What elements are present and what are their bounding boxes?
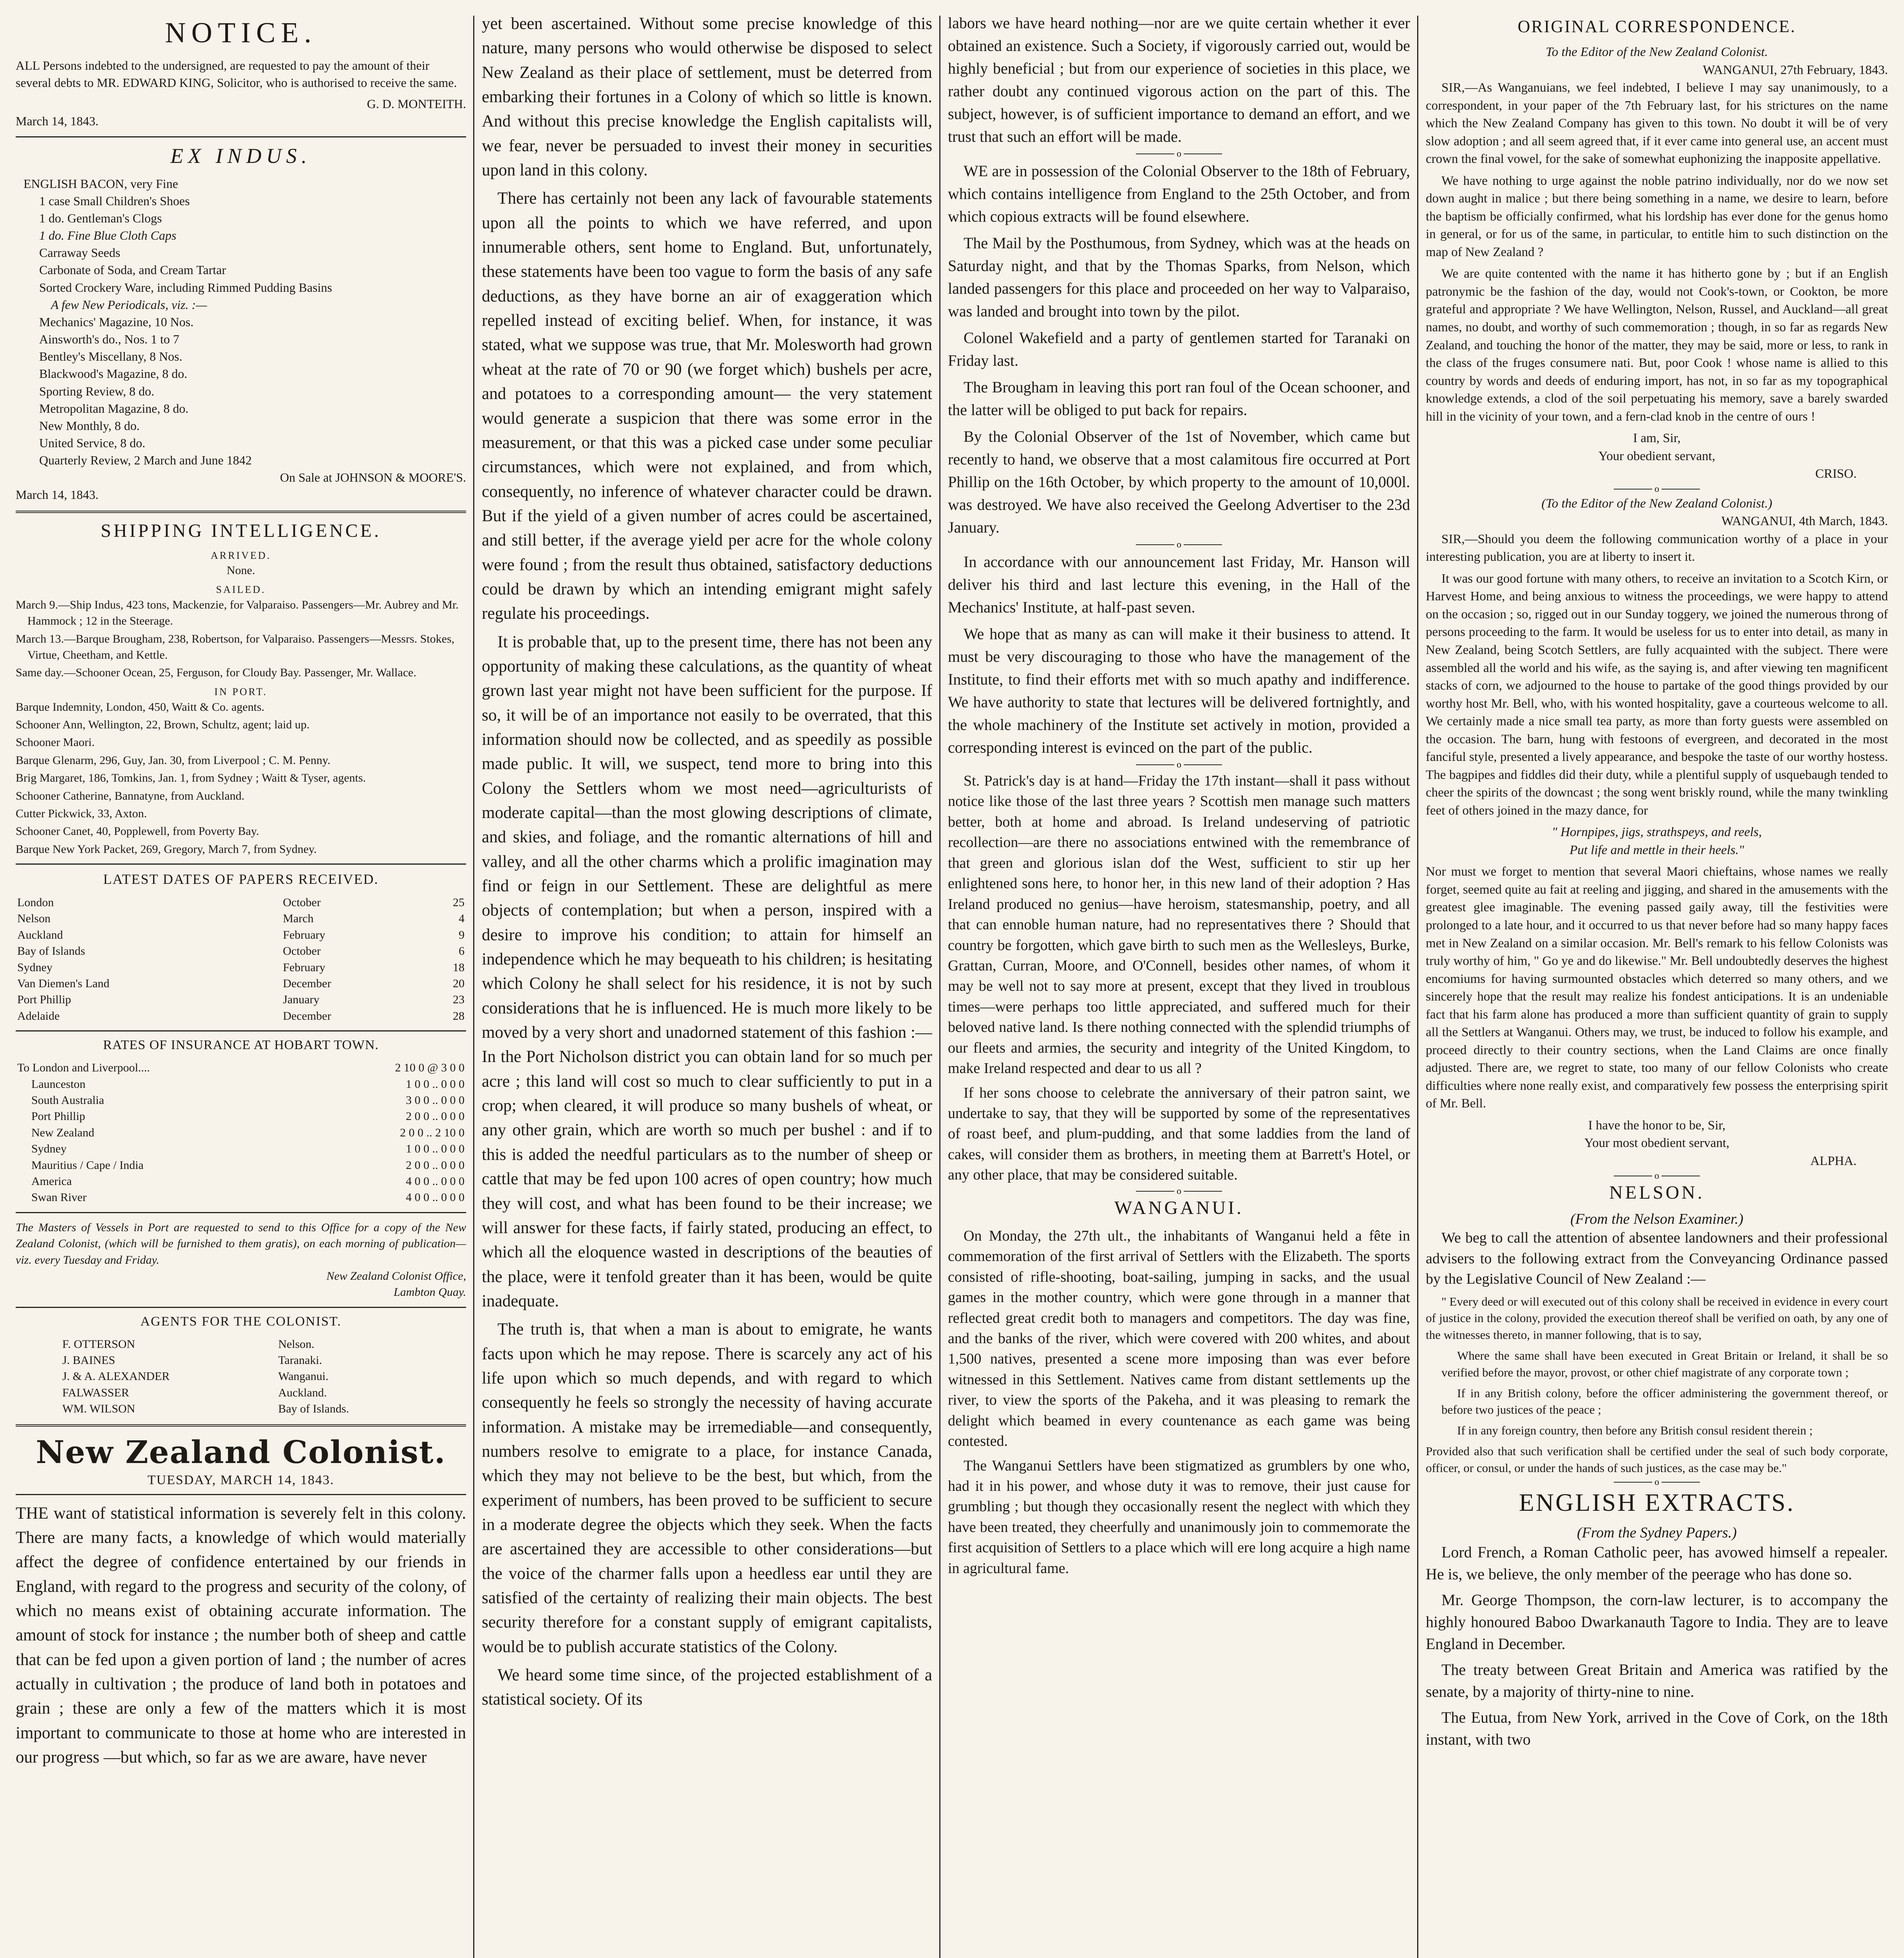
letter-2-close-2: Your most obedient servant, <box>1584 1136 1730 1151</box>
table-row: Auckland February 9 <box>17 928 465 941</box>
list-item: ENGLISH BACON, very Fine <box>24 176 178 191</box>
agents-table <box>61 1336 421 1417</box>
list-item: March 13.—Barque Brougham, 238, Robertson, for Valparaiso. Passengers—Messrs. Stokes, Virtue, Cheetham, and Kettle. <box>16 632 455 661</box>
notice-title: NOTICE. <box>165 17 317 49</box>
list-item: A few New Periodicals, viz. :— <box>51 297 207 312</box>
letter-2-verse-2: Put life and mettle in their heels." <box>1569 843 1744 857</box>
column-1 <box>16 12 466 1958</box>
notice-body: ALL Persons indebted to the undersigned, are requested to pay the amount of their several debts to MR. EDWARD KING, Solicitor, who is authorised to receive the same. <box>16 58 457 90</box>
column-4: ORIGINAL CORRESPONDENCE. To the Editor of the New Zealand Colonist. WANGANUI, 27th February, 1843. SIR,—As Wanganuians, we feel indebted, I believe I may say unanimously, to a correspondent, in your paper of the 7th February last, for his strictures on the name which the New Zealand Company has given to this town. No doubt it will be of very slow adoption ; and all seem agreed that, if it ever came into general use, an accent must crown the final vowel, for the sake of somewhat euphonizing the inapposite appellative. We have nothing to urge against the noble patrino individually, nor do we now set down aught in malice ; but there being something in a name, we desire to learn, before the baptism be officially confirmed, what his lordship has ever done for the genus homo in general, or for us of the same, in particular, to entitle him to such distinction on the map of New Zealand ? We are quite contented with the name it has hitherto gone by ; but if an English patronymic be the fashion of the day, would not Cook's-town, or Cookton, be more grateful and appropriate ? We have Wellington, Nelson, Russel, and Auckland—all great names, no doubt, and worthy of such commemoration ; though, in so far as regards New Zealand, and touching the honor of the matter, they may be said, more or less, to rank in the class of the fruges consumere nati. But, poor Cook ! whose name is allied to this country by words and deeds of enduring import, has not, in so far as my topographical knowledge extends, a clod of the soil perpetuating his memory, save a barely swarded hill in the vicinity of your town, and a fern-clad knob in the centre of ours ! I am, Sir, Your obedient servant, CRISO. o (To the Editor of the New Zealand Colonist.) WANGANUI, 4th March, 1843. SIR,—Should you deem the following communication worthy of a place in your interesting publication, you are at liberty to insert it. It was our good fortune with many others, to receive an invitation to a Scotch Kirn, or Harvest Home, and being anxious to witness the proceedings, we were happy to attend on the occasion ; so, rigged out in our Sunday toggery, we joined the numerous throng of persons proceeding to the farm. It would be useless for us to enter into detail, as many in New Zealand, being Scotch Settlers, are fully acquainted with the subject. There were assembled all the world and his wife, as the saying is, and after viewing ten magnificent stacks of corn, we adjourned to the house to partake of the good things provided by our worthy host Mr. Bell, who, with his wonted hospitality, gave a courteous welcome to all. We certainly made a nice small tea party, as more than forty guests were assembled on the occasion. The barn, hung with festoons of evergreen, and decorated in the most fanciful style, presented a lively appearance, and bespoke the taste of our worthy hostess. The bagpipes and fiddles did their duty, while a plentiful supply of usquebaugh tended to cheer the spirits of the downcast ; the song went briskly round, while the many twinkling feet of others joined in the mazy dance, for " Hornpipes, jigs, strathspeys, and reels, Put life and mettle in their heels." Nor must we forget to mention that several Maori chieftains, whose names we really forget, seemed quite au fait at reeling and jigging, and shared in the amusements with the greatest glee imaginable. The evening passed gaily away, till the festivities were prolonged to a late hour, and it occurred to us that never before had so many happy faces met in New Zealand on a similar occasion. Mr. Bell's remark to his fellow Colonists was truly worthy of him, " Go ye and do likewise." Mr. Bell undoubtedly deserves the highest encomiums for having surmounted obstacles which deterred so many others, and we sincerely hope that the result may realize his fondest anticipations. It is an undeniable fact that his farm alone has produced a more than sufficient quantity of grain to supply all the Settlers at Wanganui. Others may, we trust, be induced to follow his example, and proceed directly to their country sections, when the Land Claims are once finally adjusted. There are, we regret to state, too many of our fellow Colonists who create difficulties where none really exist, and comparatively few possess the enterprising spirit of Mr. Bell. I have the honor to be, Sir, Your most obedient servant, ALPHA. o NELSON. (From the Nelson Examiner.) We beg to call the attention of absentee landowners and their professional advisers to the following extract from the Conveyancing Ordinance passed by the Legislative Council of New Zealand :— " Every deed or will executed out of this colony shall be received in evidence in every court of justice in the colony, provided the execution thereof shall be verified on oath, by any one of the witnesses thereto, in manner following, that is to say, Where the same shall have been executed in Great Britain or Ireland, it shall be so verified before the mayor, provost, or other chief magistrate of any corporate town ; If in any British colony, before the officer administering the government thereof, or before two justices of the peace ; If in any foreign country, then before any British consul resident therein ; Provided also that such verification shall be certified under the seal of such body corporate, officer, or consul, or under the hands of such justices, as the case may be." o ENGLISH EXTRACTS. (From the Sydney Papers.) Lord French, a Roman Catholic peer, has avowed himself a repealer. He is, we believe, the only member of the peerage who has done so. Mr. George Thompson, the corn-law lecturer, is to accompany the highly honoured Baboo Dwarkanauth Tagore to India. They are to leave England in December. The treaty between Great Britain and America was ratified by the senate, by a majority of thirty-nine to nine. The Eutua, from New York, arrived in the Cove of Cork, on the 18th instant, with two <box>1426 12 1888 1958</box>
table-row: F. OTTERSON Nelson. <box>62 1337 315 1351</box>
table-row: To London and Liverpool.... 2 10 0 @ 3 0 0 <box>17 1061 465 1075</box>
ex-indus-list <box>16 175 466 469</box>
letter-2-dateline: WANGANUI, 4th March, 1843. <box>1721 514 1888 529</box>
masters-note: The Masters of Vessels in Port are requested to send to this Office for a copy of the New Zealand Colonist, (which will be furnished to them gratis), on each morning of publication—viz. every Tuesday and Friday. <box>16 1221 466 1266</box>
table-row: South Australia 3 0 0 .. 0 0 0 <box>31 1093 465 1107</box>
papers-title: LATEST DATES OF PAPERS RECEIVED. <box>103 871 379 887</box>
list-item: United Service, 8 do. <box>39 435 146 450</box>
patrick-section <box>948 771 1410 1185</box>
nelson-source: (From the Nelson Examiner.) <box>1570 1211 1743 1228</box>
table-row: WM. WILSON Bay of Islands. <box>62 1402 349 1416</box>
news-fire: By the Colonial Observer of the 1st of November, which came but recently to hand, we observe that a most calamitous fire occurred at Port Phillip on the 16th October, by which property to the amount of 10,000l. was destroyed. We have also received the Geelong Advertiser to the 23d January. <box>948 428 1410 536</box>
column-2 <box>482 12 932 1958</box>
list-item: Sorted Crockery Ware, including Rimmed Pudding Basins <box>39 280 332 294</box>
list-item: Schooner Catherine, Bannatyne, from Auckland. <box>16 789 245 802</box>
letter-2: SIR,—Should you deem the following communication worthy of a place in your interesting publication, you are at liberty to insert it. It was our good fortune with many others, to receive an invitation to a Scotch Kirn, or Harvest Home, and being anxious to witness the proceedings, we were happy to attend on the occasion ; so, rigged out in our Sunday toggery, we joined the numerous throng of persons proceeding to the farm. It would be useless for us to enter into detail, as many in New Zealand, being Scotch Settlers, are fully acquainted with the subject. There were assembled all the world and his wife, as the saying is, and after viewing ten magnificent stacks of corn, we adjourned to the house to partake of the good things provided by our worthy host Mr. Bell, who, with his wonted hospitality, gave a courteous welcome to all. We certainly made a nice small tea party, as more than forty guests were assembled on the occasion. The barn, hung with festoons of evergreen, and decorated in the most fanciful style, presented a lively appearance, and bespoke the taste of our worthy hostess. The bagpipes and fiddles did their duty, while a plentiful supply of usquebaugh tended to cheer the spirits of the downcast ; the song went briskly round, while the many twinkling feet of others joined in the mazy dance, for <box>1426 532 1888 818</box>
agents-title: AGENTS FOR THE COLONIST. <box>140 1314 342 1329</box>
list-item: Cutter Pickwick, 33, Axton. <box>16 807 147 820</box>
list-item: New Monthly, 8 do. <box>39 418 140 433</box>
notice-signer: G. D. MONTEITH. <box>367 97 466 111</box>
list-item: Barque Glenarm, 296, Guy, Jan. 30, from Liverpool ; C. M. Penny. <box>16 753 331 767</box>
news-observer: WE are in possession of the Colonial Observer to the 18th of February, which contains intelligence from England to the 25th October, and from which copious extracts will be found elsewhere. <box>948 162 1410 225</box>
letter-2-close: I have the honor to be, Sir, <box>1588 1118 1726 1133</box>
editorial-part-3: labors we have heard nothing—nor are we quite certain whether it ever obtained an existence. Such a Society, if vigorously carried out, would be highly beneficial ; but from our experience of societies in this place, we rather doubt any continued vigorous action on the part of this. The subject, however, is of sufficient importance to demand an effort, and we trust that such an effort will be made. <box>948 14 1410 145</box>
wanganui-title: WANGANUI. <box>1114 1197 1244 1218</box>
masthead-title: New Zealand Colonist. <box>36 1433 446 1470</box>
list-item: Sporting Review, 8 do. <box>39 384 154 398</box>
letter-1-sign: CRISO. <box>1815 467 1857 481</box>
letter-1: SIR,—As Wanganuians, we feel indebted, I believe I may say unanimously, to a correspondent, in your paper of the 7th February last, for his strictures on the name which the New Zealand Company has given to this town. No doubt it will be of very slow adoption ; and all seem agreed that, if it ever came into general use, an accent must crown the final vowel, for the sake of somewhat euphonizing the inapposite appellative. We have nothing to urge against the noble patrino individually, nor do we now set down aught in malice ; but there being something in a name, we desire to learn, before the baptism be officially confirmed, what his lordship has ever done for the genus homo in general, or for us of the same, in particular, to entitle him to such distinction on the map of New Zealand ? We are quite contented with the name it has hitherto gone by ; but if an English patronymic be the fashion of the day, would not Cook's-town, or Cookton, be more grateful and appropriate ? We have Wellington, Nelson, Russel, and Auckland—all great names, no doubt, and worthy of such commemoration ; though, in so far as regards New Zealand, and touching the honor of the matter, they may be said, more or less, to rank in the class of the fruges consumere nati. But, poor Cook ! whose name is allied to this country by words and deeds of enduring import, has not, in so far as my topographical knowledge extends, a clod of the soil perpetuating his memory, save a barely swarded hill in the vicinity of your town, and a fern-clad knob in the centre of ours ! <box>1426 81 1888 424</box>
papers-table <box>16 894 466 1024</box>
table-row: Launceston 1 0 0 .. 0 0 0 <box>31 1077 465 1091</box>
letter-1-to: To the Editor of the New Zealand Colonist. <box>1546 45 1768 59</box>
table-row: Port Phillip January 23 <box>17 993 465 1006</box>
column-3: labors we have heard nothing—nor are we quite certain whether it ever obtained an existence. Such a Society, if vigorously carried out, would be highly beneficial ; but from our experience of societies in this place, we rather doubt any continued vigorous action on the part of this. The subject, however, is of sufficient importance to demand an effort, and we trust that such an effort will be made. o WE are in possession of the Colonial Observer to the 18th of February, which contains intelligence from England to the 25th October, and from which copious extracts will be found elsewhere. The Mail by the Posthumous, from Sydney, which was at the heads on Saturday night, and that by the Thomas Sparks, from Nelson, which landed passengers for this place and proceeded on her way to Valparaiso, was landed and brought into town by the pilot. Colonel Wakefield and a party of gentlemen started for Taranaki on Friday last. The Brougham in leaving this port ran foul of the Ocean schooner, and the latter will be obliged to put back for repairs. By the Colonial Observer of the 1st of November, which came but recently to hand, we observe that a most calamitous fire occurred at Port Phillip on the 16th October, by which property to the amount of 10,000l. was destroyed. We have also received the Geelong Advertiser to the 23d January. o In accordance with our announcement last Friday, Mr. Hanson will deliver his third and last lecture this evening, in the Hall of the Mechanics' Institute, at half-past seven. We hope that as many as can will make it their business to attend. It must be very discouraging to those who have the management of the Institute, to find their efforts met with so much apathy and indifference. We have authority to state that lectures will be delivered fortnightly, and the whole machinery of the Institute set actively in motion, provided a corresponding interest is evinced on the part of the public. o St. Patrick's day is at hand—Friday the 17th instant—shall it pass without notice like those of the last three years ? Scottish men manage such matters better, both at home and abroad. Is Ireland undeserving of patriotic recollection—are there no associations entwined with the remembrance of that green and glorious islan dof the West, sufficient to stir up her enlightened sons here, to honor her, in this new land of their adoption ? Has Ireland produced no genius—have heroism, statesmanship, poetry, and all that can ennoble human nature, had no representatives there ? Should that country be forgotten, which gave birth to such men as the Wellesleys, Burke, Grattan, Curran, Moore, and O'Connell, besides other names, of whom it may be well not to say more at present, except that they lived in troublous times—were perhaps too little appreciated, and suffered much for their beloved native land. Is there nothing connected with the splendid triumphs of our fleets and armies, the security and integrity of the United Kingdom, to make Ireland respected and dear to us all ? If her sons choose to celebrate the anniversary of their patron saint, we undertake to say, that they will be supported by some of the representatives of roast beef, and plum-pudding, and that some laddies from the land of cakes, will consider them as brothers, in meeting them at Barrett's Hotel, or any other place, that may be considered suitable. o WANGANUI. On Monday, the 27th ult., the inhabitants of Wanganui held a fête in commemoration of the first arrival of Settlers with the Elizabeth. The sports consisted of rifle-shooting, boat-sailing, jumping in sacks, and the usual games in the mother country, which were gone through in a manner that reflected great credit both to managers and competitors. The day was fine, and the banks of the river, which were covered with 200 whites, and about 1,500 natives, presented a scene more imposing than was ever before witnessed in this Settlement. Natives came from distant settlements up the river, to view the sports of the Pakeha, and it was pleasing to remark the delight which beamed in every countenance as each game was being contested. The Wanganui Settlers have been stigmatized as grumblers by one who, had it in his power, and whose duty it was to remove, their just cause for grumbling ; but though they occasionally resent the neglect with which they have been treated, they cheerfully and unanimously join to commemorate the first acquisition of Settlers to a place which will ere long acquire a high name in agricultural fame. <box>948 12 1410 1958</box>
list-item: Carraway Seeds <box>39 246 121 260</box>
news-patrick-2: If her sons choose to celebrate the anniversary of their patron saint, we undertake to say, that they will be supported by some of the representatives of roast beef, and plum-pudding, and that some laddies from the land of cakes, will consider them as brothers, in meeting them at Barrett's Hotel, or any other place, that may be considered suitable. <box>948 1084 1410 1183</box>
ex-indus-sale: On Sale at JOHNSON & MOORE'S. <box>280 470 466 485</box>
list-item: Ainsworth's do., Nos. 1 to 7 <box>39 332 179 347</box>
list-item: Schooner Ann, Wellington, 22, Brown, Schultz, agent; laid up. <box>16 718 310 731</box>
insurance-title: RATES OF INSURANCE AT HOBART TOWN. <box>103 1038 379 1053</box>
ex-indus-title: EX INDUS. <box>170 144 311 168</box>
news-mail: The Mail by the Posthumous, from Sydney, which was at the heads on Saturday night, and that by the Thomas Sparks, from Nelson, which landed passengers for this place and proceeded on her way to Valparaiso, was landed and brought into town by the pilot. <box>948 234 1410 320</box>
masters-office: New Zealand Colonist Office, <box>326 1269 466 1282</box>
news-patrick: St. Patrick's day is at hand—Friday the 17th instant—shall it pass without notice like those of the last three years ? Scottish men manage such matters better, both at home and abroad. Is Ireland undeserving of patriotic recollection—are there no associations entwined with the remembrance of that green and glorious islan dof the West, sufficient to stir up her enlightened sons here, to honor her, in this new land of their adoption ? Has Ireland produced no genius—have heroism, statesmanship, poetry, and all that can ennoble human nature, had no representatives there ? Should that country be forgotten, which gave birth to such men as the Wellesleys, Burke, Grattan, Curran, Moore, and O'Connell, besides other names, of whom it may be well not to say more at present, except that they lived in troublous times—were perhaps too little appreciated, and suffered much for their beloved native land. Is there nothing connected with the splendid triumphs of our fleets and armies, the security and integrity of the United Kingdom, to make Ireland respected and dear to us all ? <box>948 773 1410 1077</box>
column-rule <box>1417 16 1418 1958</box>
editorial-part-1: THE want of statistical information is severely felt in this colony. There are many facts, a knowledge of which would materially affect the degree of confidence entertained by our friends in England, with regard to the progress and security of the colony, of which no means exist of obtaining accurate information. The amount of stock for instance ; the number both of sheep and cattle that can be fed upon a given portion of land ; the number of acres actually in cultivation ; the produce of land both in potatoes and grain ; these are only a few of the matters which it is most important to communicate to those at home who are interested in our progress —but which, so far as we are aware, have never <box>16 1504 466 1767</box>
column-rule <box>939 16 940 1958</box>
letter-1-close: I am, Sir, <box>1633 431 1681 446</box>
list-item: Quarterly Review, 2 March and June 1842 <box>39 453 252 468</box>
table-row: Port Phillip 2 0 0 .. 0 0 0 <box>31 1110 465 1123</box>
table-row: London October 25 <box>17 896 465 909</box>
list-item: Barque New York Packet, 269, Gregory, March 7, from Sydney. <box>16 842 317 856</box>
letter-2-verse-1: " Hornpipes, jigs, strathspeys, and reels, <box>1551 825 1762 840</box>
nelson-quote: " Every deed or will executed out of this colony shall be received in evidence in every court of justice in the colony, provided the execution thereof shall be verified on oath, by any one of the witnesses thereto, in manner following, that is to say, Where the same shall have been executed in Great Britain or Ireland, it shall be so verified before the mayor, provost, or other chief magistrate of any corporate town ; If in any British colony, before the officer administering the government thereof, or before two justices of the peace ; If in any foreign country, then before any British consul resident therein ; Provided also that such verification shall be certified under the seal of such body corporate, officer, or consul, or under the hands of such justices, as the case may be." <box>1426 1294 1888 1475</box>
english-source: (From the Sydney Papers.) <box>1577 1524 1737 1541</box>
news-brougham: The Brougham in leaving this port ran foul of the Ocean schooner, and the latter will be obliged to put back for repairs. <box>948 378 1410 419</box>
table-row: Bay of Islands October 6 <box>17 945 465 958</box>
list-item: Schooner Maori. <box>16 736 95 749</box>
table-row: New Zealand 2 0 0 .. 2 10 0 <box>31 1126 465 1139</box>
news-wakefield: Colonel Wakefield and a party of gentlemen started for Taranaki on Friday last. <box>948 329 1410 369</box>
wanganui-section <box>948 1226 1410 1579</box>
table-row: J. & A. ALEXANDER Wanganui. <box>62 1370 329 1383</box>
list-item: March 9.—Ship Indus, 423 tons, Mackenzie, for Valparaiso. Passengers—Mr. Aubrey and Mr. Hammock ; 12 in the Steerage. <box>16 598 459 628</box>
insurance-table <box>16 1060 466 1206</box>
list-item: Same day.—Schooner Ocean, 25, Ferguson, for Cloudy Bay. Passenger, Mr. Wallace. <box>16 666 416 679</box>
letter-2-continued: Nor must we forget to mention that several Maori chieftains, whose names we really forget, seemed quite au fait at reeling and jigging, and shared in the amusements with the greatest glee imaginable. The evening passed gaily away, till the festivities were prolonged to a late hour, and it occurred to us that never before had so many happy faces met in New Zealand on a similar occasion. Mr. Bell's remark to his fellow Colonists was truly worthy of him, " Go ye and do likewise." Mr. Bell undoubtedly deserves the highest encomiums for having surmounted obstacles which deterred so many others, and we sincerely hope that the result may realize his fondest anticipations. It is an undeniable fact that his farm alone has produced a more than sufficient quantity of grain to supply all the Settlers at Wanganui. Others may, we trust, be induced to follow his example, and proceed directly to their country sections, when the Land Claims are once finally adjusted. There are, we regret to state, too many of our fellow Colonists who create difficulties where none really exist, and comparatively few possess the enterprising spirit of Mr. Bell. <box>1426 865 1888 1111</box>
lecture-section <box>948 551 1410 759</box>
letter-2-sign: ALPHA. <box>1810 1154 1857 1168</box>
list-item: 1 case Small Children's Shoes <box>39 193 190 208</box>
ex-indus-date: March 14, 1843. <box>16 488 99 502</box>
sailed-label: SAILED. <box>216 583 266 595</box>
table-row: Nelson March 4 <box>17 912 465 925</box>
letter-1-close-2: Your obedient servant, <box>1598 449 1716 463</box>
masters-location: Lambton Quay. <box>393 1286 466 1299</box>
table-row: J. BAINES Taranaki. <box>62 1354 322 1367</box>
list-item: Barque Indemnity, London, 450, Waitt & Co. agents. <box>16 700 264 713</box>
column-rule <box>473 16 474 1958</box>
table-row: Swan River 4 0 0 .. 0 0 0 <box>31 1191 465 1204</box>
table-row: FALWASSER Auckland. <box>62 1386 327 1399</box>
arrived-value: None. <box>226 564 255 577</box>
news-institute: We hope that as many as can will make it their business to attend. It must be very discouraging to those who have the management of the Institute, to find their efforts met with so much apathy and indifference. We have authority to state that lectures will be delivered fortnightly, and the whole machinery of the Institute set actively in motion, provided a corresponding interest is evinced on the part of the public. <box>948 625 1410 756</box>
table-row: America 4 0 0 .. 0 0 0 <box>31 1174 465 1188</box>
list-item: Schooner Canet, 40, Popplewell, from Poverty Bay. <box>16 825 259 838</box>
wanganui-p1: On Monday, the 27th ult., the inhabitants of Wanganui held a fête in commemoration of the first arrival of Settlers with the Elizabeth. The sports consisted of rifle-shooting, boat-sailing, jumping in sacks, and the usual games in the mother country, which were gone through in a manner that reflected great credit both to managers and competitors. The day was fine, and the banks of the river, which were covered with 200 whites, and about 1,500 natives, presented a scene more imposing than was ever before witnessed in this Settlement. Natives came from distant settlements up the river, to view the sports of the Pakeha, and it was pleasing to remark the delight which beamed in every countenance as each game was being contested. <box>948 1227 1410 1450</box>
in-port-label: IN PORT. <box>214 686 268 697</box>
notice-date: March 14, 1843. <box>16 114 99 128</box>
list-item: Brig Margaret, 186, Tomkins, Jan. 1, from Sydney ; Waitt & Tyser, agents. <box>16 771 366 785</box>
table-row: Mauritius / Cape / India 2 0 0 .. 0 0 0 <box>31 1158 465 1172</box>
arrived-label: ARRIVED. <box>210 549 271 561</box>
letter-2-to: (To the Editor of the New Zealand Colonist.) <box>1541 496 1772 511</box>
table-row: Sydney 1 0 0 .. 0 0 0 <box>31 1142 465 1156</box>
correspondence-title: ORIGINAL CORRESPONDENCE. <box>1517 17 1796 36</box>
letter-1-dateline: WANGANUI, 27th February, 1843. <box>1703 63 1888 77</box>
english-title: ENGLISH EXTRACTS. <box>1519 1488 1795 1517</box>
list-item: Blackwood's Magazine, 8 do. <box>39 367 188 381</box>
masthead-date: TUESDAY, MARCH 14, 1843. <box>147 1472 335 1487</box>
table-row: Sydney February 18 <box>17 961 465 974</box>
list-item: Mechanics' Magazine, 10 Nos. <box>39 314 194 329</box>
shipping-title: SHIPPING INTELLIGENCE. <box>101 520 381 541</box>
english-section: Lord French, a Roman Catholic peer, has avowed himself a repealer. He is, we believe, the only member of the peerage who has done so. Mr. George Thompson, the corn-law lecturer, is to accompany the highly honoured Baboo Dwarkanauth Tagore to India. They are to leave England in December. The treaty between Great Britain and America was ratified by the senate, by a majority of thirty-nine to nine. The Eutua, from New York, arrived in the Cove of Cork, on the 18th instant, with two <box>1426 1543 1888 1748</box>
wanganui-p2: The Wanganui Settlers have been stigmatized as grumblers by one who, had it in his power, and whose duty it was to remove, their just cause for grumbling ; but though they occasionally resent the neglect with which they have been treated, they cheerfully and unanimously join to commemorate the first acquisition of Settlers to a place which will ere long acquire a high name in agricultural fame. <box>948 1457 1410 1577</box>
table-row: Adelaide December 28 <box>17 1009 465 1022</box>
list-item: 1 do. Fine Blue Cloth Caps <box>39 228 177 243</box>
editorial-part-2: yet been ascertained. Without some precise knowledge of this nature, many persons who would otherwise be disposed to select New Zealand as their place of settlement, must be deterred from embarking their fortunes in a Colony of which so little is known. And without this precise knowledge the English capitalists will, we fear, never be persuaded to invest their money in securities upon land in this colony. There has certainly not been any lack of favourable statements upon all the points to which we have referred, and upon innumerable others, sent home to England. But, unfortunately, these statements have been too vague to form the basis of any safe deductions, as they have borne an air of exaggeration which repelled instead of exciting belief. When, for instance, it was stated, what we suppose was true, that Mr. Molesworth had grown wheat at the rate of 70 or 90 (we forget which) bushels per acre, and potatoes to a corresponding amount— the very statement would generate a suspicion that there was some error in the measurement, or that this was a picked case under some peculiar circumstances, which were not explained, and from which, consequently, no inference of whatever character could be drawn. But if the yield of a given number of acres could be ascertained, and still better, if the average yield per acre for the whole colony were found ; from the result thus obtained, satisfactory deductions could be drawn by which an intending emigrant might safely regulate his proceedings. It is probable that, up to the present time, there has not been any opportunity of making these calculations, as the quantity of wheat grown last year might not have been sufficient for the purpose. If so, it will be of an importance not easily to be overrated, that this information should now be collected, and as speedily as possible made public. It will, we suspect, tend more to bring into this Colony the Settlers whom we most need—agriculturists of moderate capital—than the most glowing descriptions of climate, and skies, and foliage, and the romantic alternations of hill and valley, and all the other charms which a prolific imagination may find or feign in our Settlement. These are delightful as mere objects of contemplation; but when a person, inspired with a desire to improve his condition; to attain for himself an independence which he may bequeath to his children; is hesitating which Colony he shall select for his residence, it is not by such considerations that he is influenced. He is much more likely to be moved by a very short and unadorned statement of this fashion :—In the Port Nicholson district you can obtain land for so much per acre ; this land will cost so much to clear sufficiently to put in a crop; when cleared, it will produce so many bushels of wheat, or any other grain, which are worth so much per bushel : and if to this is added the needful particulars as to the number of sheep or cattle that may be fed upon 100 acres of open country; how much they will cost, and what has been found to be their increase; we will answer for these facts, if fairly stated, producing an effect, to which all the eloquence wasted in descriptions of the beauties of the place, were it tenfold greater than it has been, would be quite inadequate. The truth is, that when a man is about to emigrate, he wants facts upon which he may repose. There is scarcely any act of his life upon which so much depends, and with regard to which consequently he feels so strongly the necessity of having accurate information. A mistake may be irremediable—and consequently, numbers resolve to emigrate to a place, for instance Canada, which they may not believe to be the best, but which, from the experiment of numbers, has been proved to be sufficient to secure in a moderate degree the objects which they seek. When the facts are ascertained they are accessible to other considerations—but the voice of the charmer falls upon a heedless ear until they are satisfied of the certainty of realizing their main objects. The best security therefore for a constant supply of emigrant capitalists, would be to publish accurate statistics of the Colony. We heard some time since, of the projected establishment of a statistical society. Of its <box>482 14 932 1709</box>
nelson-title: NELSON. <box>1609 1182 1705 1203</box>
table-row: Van Diemen's Land December 20 <box>17 977 465 990</box>
list-item: Bentley's Miscellany, 8 Nos. <box>39 349 183 364</box>
list-item: Carbonate of Soda, and Cream Tartar <box>39 263 226 277</box>
list-item: 1 do. Gentleman's Clogs <box>39 211 162 225</box>
list-item: Metropolitan Magazine, 8 do. <box>39 401 189 415</box>
news-section <box>948 160 1410 539</box>
news-lecture: In accordance with our announcement last Friday, Mr. Hanson will deliver his third and last lecture this evening, in the Hall of the Mechanics' Institute, at half-past seven. <box>948 553 1410 616</box>
nelson-intro: We beg to call the attention of absentee landowners and their professional advisers to the following extract from the Conveyancing Ordinance passed by the Legislative Council of New Zealand :— <box>1426 1230 1888 1288</box>
